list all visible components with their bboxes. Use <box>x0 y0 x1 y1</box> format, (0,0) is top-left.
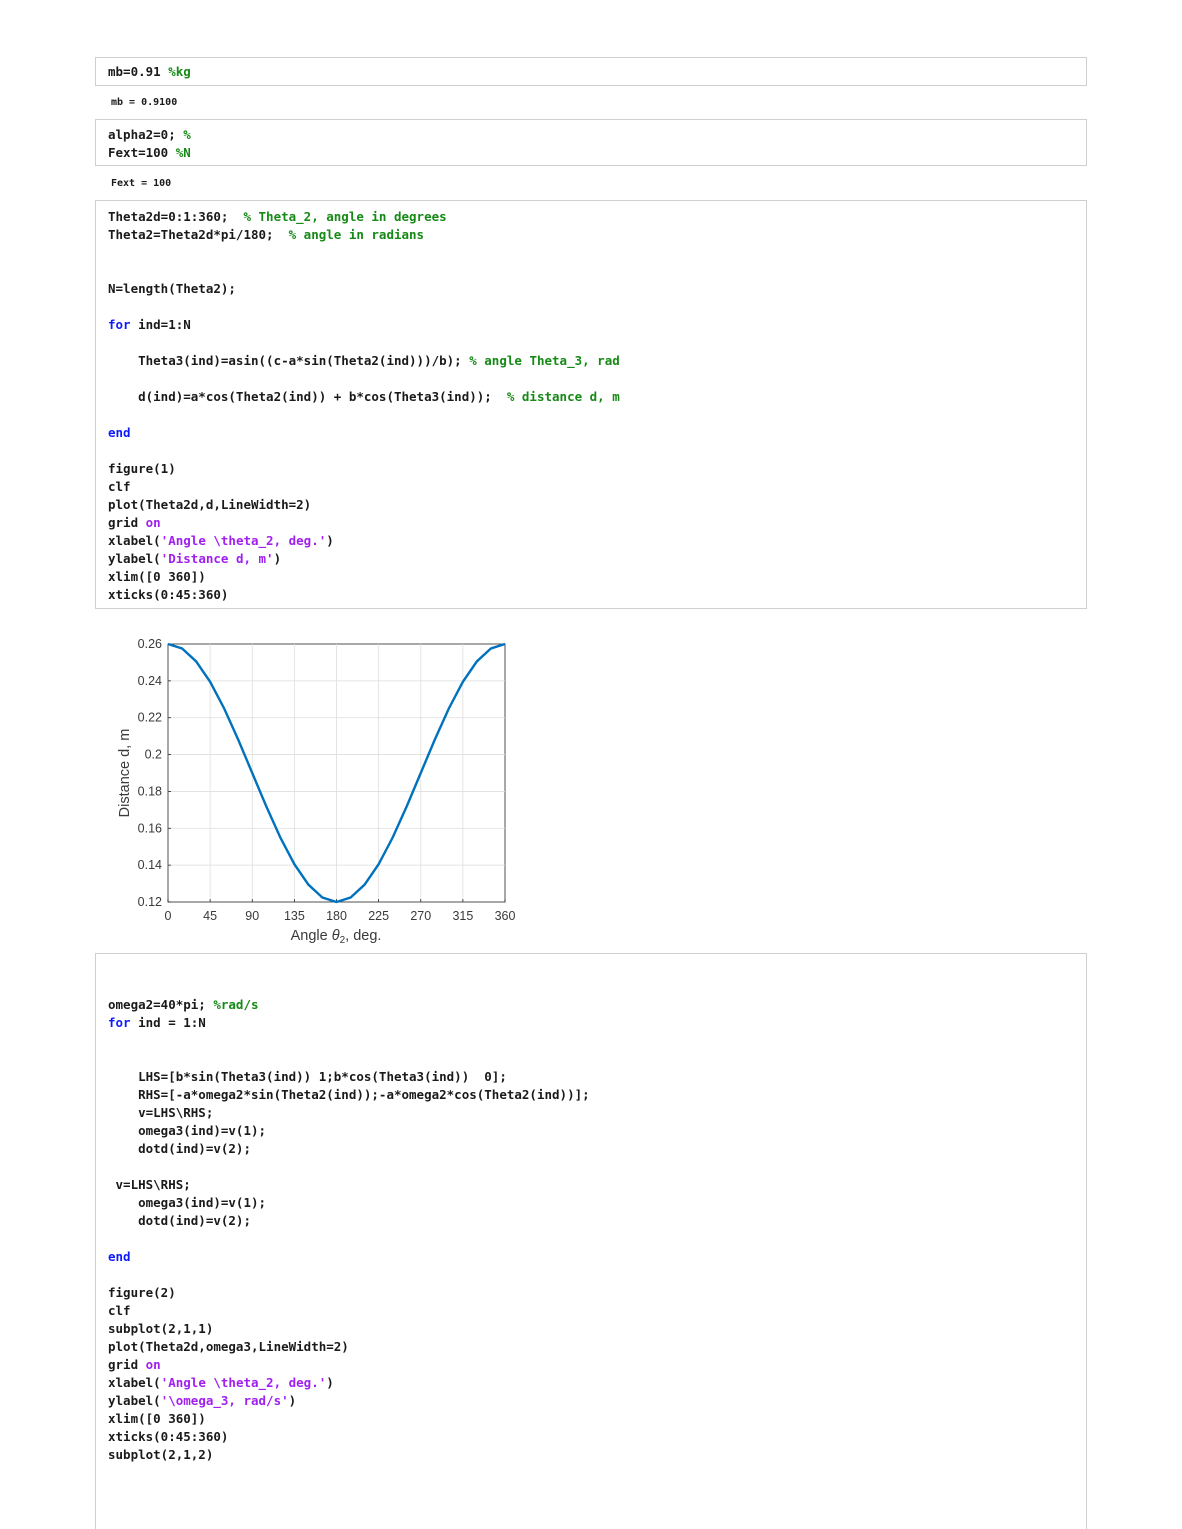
code-token: d(ind)=a*cos(Theta2(ind)) + b*cos(Theta3(ind)); <box>108 389 507 404</box>
comment-token: % Theta_2, angle in degrees <box>243 209 447 224</box>
code-line <box>108 586 228 604</box>
code-token: N=length(Theta2); <box>108 281 236 296</box>
string-token: on <box>145 1357 161 1372</box>
code-line <box>108 532 334 550</box>
code-token: omega3(ind)=v(1); <box>108 1195 267 1210</box>
code-line <box>108 226 424 244</box>
code-cell-position[interactable] <box>95 200 1087 609</box>
string-token: on <box>145 515 161 530</box>
code-token: plot(Theta2d,omega3,LineWidth=2) <box>108 1339 349 1354</box>
code-line <box>108 1176 191 1194</box>
code-line <box>108 496 311 514</box>
x-axis-label-theta: θ <box>331 928 340 944</box>
code-line <box>108 1410 206 1428</box>
code-token: ind=1:N <box>130 317 191 332</box>
code-line <box>108 996 259 1014</box>
code-token: xlabel( <box>108 1375 161 1390</box>
code-token: Fext=100 <box>108 145 176 160</box>
code-line <box>108 63 191 81</box>
code-line <box>108 144 191 162</box>
code-token: omega2=40*pi; <box>108 997 214 1012</box>
code-token: xlim([0 360]) <box>108 569 206 584</box>
code-token: Theta2d=0:1:360; <box>108 209 244 224</box>
code-line <box>108 1104 213 1122</box>
code-token: xticks(0:45:360) <box>108 1429 229 1444</box>
y-tick-label: 0.12 <box>137 895 162 909</box>
output-fext: Fext = 100 <box>111 178 172 189</box>
code-line <box>108 1014 206 1032</box>
code-token: plot(Theta2d,d,LineWidth=2) <box>108 497 312 512</box>
code-token: xticks(0:45:360) <box>108 587 229 602</box>
code-line <box>108 424 131 442</box>
keyword-token: for <box>108 317 131 332</box>
code-line <box>108 1446 213 1464</box>
code-token: RHS=[-a*omega2*sin(Theta2(ind));-a*omega2*cos(Theta2(ind))]; <box>108 1087 590 1102</box>
code-token: ) <box>273 551 282 566</box>
code-token: alpha2=0; <box>108 127 184 142</box>
y-tick-label: 0.24 <box>137 673 162 688</box>
code-line <box>108 550 281 568</box>
y-tick-label: 0.26 <box>137 637 162 651</box>
code-token: mb=0.91 <box>108 64 169 79</box>
comment-token: %N <box>175 145 191 160</box>
code-token: ylabel( <box>108 1393 161 1408</box>
code-line <box>108 1356 161 1374</box>
string-token: 'Distance d, m' <box>160 551 274 566</box>
code-token: ylabel( <box>108 551 161 566</box>
code-line <box>108 1428 228 1446</box>
x-tick-label: 45 <box>203 909 218 923</box>
code-token: xlabel( <box>108 533 161 548</box>
code-line <box>108 1140 251 1158</box>
code-line <box>108 280 236 298</box>
comment-token: %kg <box>168 64 191 79</box>
output-mb: mb = 0.9100 <box>111 97 178 108</box>
keyword-token: end <box>108 425 131 440</box>
code-token: clf <box>108 479 131 494</box>
code-token: omega3(ind)=v(1); <box>108 1123 267 1138</box>
code-token: dotd(ind)=v(2); <box>108 1141 251 1156</box>
code-cell-velocity[interactable] <box>95 953 1087 1529</box>
code-token: v=LHS\RHS; <box>108 1105 214 1120</box>
code-token: ) <box>288 1393 297 1408</box>
code-line <box>108 126 191 144</box>
code-line <box>108 1212 251 1230</box>
code-line <box>108 1392 296 1410</box>
code-cell-mass[interactable] <box>95 57 1087 86</box>
code-line <box>108 1284 176 1302</box>
code-line <box>108 352 620 370</box>
code-line <box>108 568 206 586</box>
comment-token: % angle in radians <box>288 227 425 242</box>
x-axis-label <box>291 928 382 946</box>
code-line <box>108 1122 266 1140</box>
code-token: v=LHS\RHS; <box>108 1177 191 1192</box>
code-token: figure(2) <box>108 1285 176 1300</box>
code-token: Theta2=Theta2d*pi/180; <box>108 227 289 242</box>
x-tick-label: 135 <box>283 909 305 923</box>
x-tick-label: 90 <box>245 909 260 923</box>
comment-token: %rad/s <box>213 997 259 1012</box>
code-token: LHS=[b*sin(Theta3(ind)) 1;b*cos(Theta3(ind)) 0]; <box>108 1069 507 1084</box>
code-token: dotd(ind)=v(2); <box>108 1213 251 1228</box>
y-tick-label: 0.2 <box>144 747 162 762</box>
code-line <box>108 316 191 334</box>
code-line <box>108 208 447 226</box>
code-token: ) <box>326 533 334 548</box>
keyword-token: for <box>108 1015 131 1030</box>
y-axis-label: Distance d, m <box>117 728 133 818</box>
code-token: ind = 1:N <box>130 1015 206 1030</box>
code-token: clf <box>108 1303 131 1318</box>
x-axis-label-sub: 2 <box>339 935 346 946</box>
code-line <box>108 1086 590 1104</box>
code-line <box>108 1320 213 1338</box>
x-tick-label: 270 <box>410 909 432 923</box>
code-line <box>108 1068 507 1086</box>
string-token: 'Angle \theta_2, deg.' <box>160 1375 327 1390</box>
code-line <box>108 514 161 532</box>
string-token: 'Angle \theta_2, deg.' <box>160 533 327 548</box>
string-token: '\omega_3, rad/s' <box>160 1393 289 1408</box>
code-token: ) <box>326 1375 334 1390</box>
code-line <box>108 1248 131 1266</box>
code-token: subplot(2,1,2) <box>108 1447 214 1462</box>
x-axis-label-rest: , deg. <box>345 928 382 944</box>
code-token: figure(1) <box>108 461 176 476</box>
code-token: subplot(2,1,1) <box>108 1321 214 1336</box>
figure-distance-plot <box>108 628 528 953</box>
code-line <box>108 1374 334 1392</box>
comment-token: % <box>183 127 191 142</box>
keyword-token: end <box>108 1249 131 1264</box>
x-tick-label: 0 <box>164 909 172 923</box>
code-token: grid <box>108 515 146 530</box>
comment-token: % angle Theta_3, rad <box>469 353 620 368</box>
x-axis-label-part: Angle <box>290 928 332 944</box>
y-tick-label: 0.16 <box>137 821 162 836</box>
code-token: grid <box>108 1357 146 1372</box>
x-tick-label: 360 <box>494 909 516 923</box>
code-line <box>108 460 176 478</box>
x-tick-label: 225 <box>368 909 390 923</box>
y-tick-label: 0.14 <box>137 858 162 873</box>
code-line <box>108 388 620 406</box>
code-line <box>108 1194 266 1212</box>
code-line <box>108 1302 131 1320</box>
y-tick-label: 0.18 <box>137 784 162 799</box>
code-line <box>108 1338 349 1356</box>
code-token: xlim([0 360]) <box>108 1411 206 1426</box>
code-cell-forces[interactable] <box>95 119 1087 166</box>
x-tick-label: 180 <box>326 909 347 923</box>
x-tick-label: 315 <box>452 909 474 923</box>
comment-token: % distance d, m <box>506 389 620 404</box>
code-token: Theta3(ind)=asin((c-a*sin(Theta2(ind)))/b); <box>108 353 470 368</box>
y-tick-label: 0.22 <box>137 710 162 725</box>
code-line <box>108 478 131 496</box>
